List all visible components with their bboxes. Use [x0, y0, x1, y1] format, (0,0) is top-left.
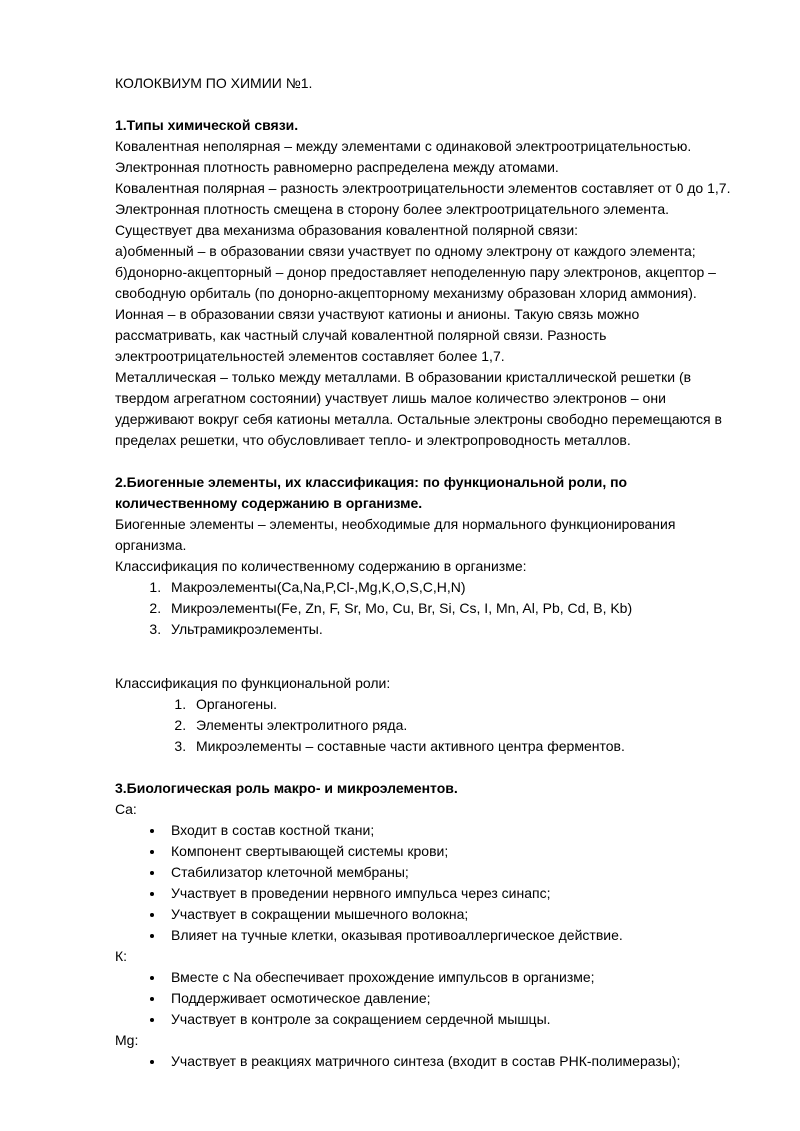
potassium-label: К:: [115, 948, 128, 964]
list-item: 2. Элементы электролитного ряда.: [190, 715, 738, 736]
functional-classification-list: [115, 694, 738, 757]
section-2-paragraph-biogenic-definition: Биогенные элементы – элементы, необходимые для нормального функционирования организма.: [115, 516, 676, 553]
blank-line: [115, 661, 738, 673]
section-2-paragraph-classification-functional: Классификация по функциональной роли:: [115, 675, 391, 691]
list-item: • Участвует в проведении нервного импульса через синапс;: [165, 883, 738, 904]
section-1-heading: 1.Типы химической связи.: [115, 117, 299, 133]
list-item: 3. Микроэлементы – составные части активного центра ферментов.: [190, 736, 738, 757]
blank-line: [115, 94, 738, 115]
section-2-paragraph-classification-quantity: Классификация по количественному содержанию в организме:: [115, 558, 527, 574]
list-item: • Компонент свертывающей системы крови;: [165, 841, 738, 862]
section-1-paragraph-donor-acceptor: б)донорно-акцепторный – донор предоставляет неподеленную пару электронов, акцептор – свободную орбиталь (по донорно-акцепторному механизму образован хлорид аммония).: [115, 264, 716, 301]
quantity-classification-list: [115, 577, 738, 640]
list-item: • Поддерживает осмотическое давление;: [165, 988, 738, 1009]
section-3-heading: 3.Биологическая роль макро- и микроэлементов.: [115, 780, 458, 796]
list-item: • Входит в состав костной ткани;: [165, 820, 738, 841]
section-1-paragraph-covalent-nonpolar: Ковалентная неполярная – между элементами с одинаковой электроотрицательностью. Электронная плотность равномерно распределена между атомами.: [115, 138, 692, 175]
section-2-heading: 2.Биогенные элементы, их классификация: по функциональной роли, по количественному содержанию в организме.: [115, 474, 628, 511]
list-item: • Влияет на тучные клетки, оказывая противоаллергическое действие.: [165, 925, 738, 946]
calcium-roles-list: [115, 820, 738, 946]
blank-line: [115, 757, 738, 778]
list-item: 2. Микроэлементы(Fe, Zn, F, Sr, Mo, Cu, Br, Si, Cs, I, Mn, Al, Pb, Cd, B, Kb): [165, 598, 738, 619]
list-item: • Вместе с Na обеспечивает прохождение импульсов в организме;: [165, 967, 738, 988]
list-item: 1. Органогены.: [190, 694, 738, 715]
magnesium-label: Mg:: [115, 1032, 139, 1048]
section-1-paragraph-ionic: Ионная – в образовании связи участвуют катионы и анионы. Такую связь можно рассматривать, как частный случай ковалентной полярной связи. Разность электроотрицательностей элементов составляет более 1,7.: [115, 306, 640, 364]
list-item: 1. Макроэлементы(Ca,Na,P,Cl-,Mg,K,O,S,C,H,N): [165, 577, 738, 598]
list-item: • Стабилизатор клеточной мембраны;: [165, 862, 738, 883]
section-1-paragraph-exchange-mechanism: а)обменный – в образовании связи участвует по одному электрону от каждого элемента;: [115, 243, 696, 259]
blank-line: [115, 640, 738, 661]
list-item: 3. Ультрамикроэлементы.: [165, 619, 738, 640]
list-item: • Участвует в контроле за сокращением сердечной мышцы.: [165, 1009, 738, 1030]
list-item: • Участвует в сокращении мышечного волокна;: [165, 904, 738, 925]
potassium-roles-list: [115, 967, 738, 1030]
section-1-paragraph-metallic: Металлическая – только между металлами. В образовании кристаллической решетки (в твердом агрегатном состоянии) участвует лишь малое количество электронов – они удерживают вокруг себя катионы металла. Остальные электроны свободно перемещаются в пределах решетки, что обусловливает тепло- и электропроводность металлов.: [115, 369, 722, 448]
doc-title: КОЛОКВИУМ ПО ХИМИИ №1.: [115, 75, 313, 91]
blank-line: [115, 451, 738, 472]
calcium-label: Ca:: [115, 801, 137, 817]
list-item: • Участвует в реакциях матричного синтеза (входит в состав РНК-полимеразы);: [165, 1051, 738, 1072]
section-1-paragraph-covalent-polar: Ковалентная полярная – разность электроотрицательности элементов составляет от 0 до 1,7. Электронная плотность смещена в сторону более электроотрицательного элемента. Существует два механизма образования ковалентной полярной связи:: [115, 180, 731, 238]
magnesium-roles-list: [115, 1051, 738, 1072]
